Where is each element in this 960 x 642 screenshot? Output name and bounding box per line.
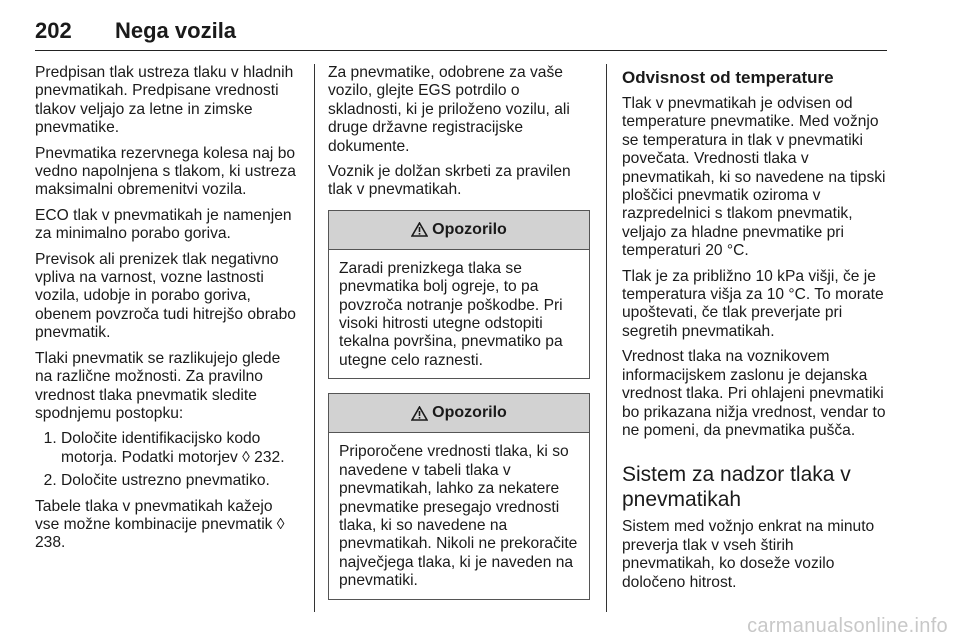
paragraph: Tlak v pnevmatikah je odvisen od temperature pnevmatike. Med vožnjo se temperatura in tlak v pnevmatiki povečata. Vrednosti tlaka v pnevmatikah, ki so navedene na tipski ploščici pnevmatik oziroma v razpredelnici s tlakom pnevmatik, veljajo za hladne pnevmatike pri temperaturi 20 °C. — [622, 95, 886, 260]
page-number: 202 — [35, 18, 72, 43]
chapter-title: Nega vozila — [115, 18, 237, 43]
column-divider — [606, 64, 607, 612]
warning-header — [329, 394, 589, 433]
paragraph: Pnevmatika rezervnega kolesa naj bo vedno napolnjena s tlakom, ki ustreza maksimalni obremenitvi vozila. — [35, 144, 296, 199]
paragraph: Za pnevmatike, odobrene za vaše vozilo, glejte EGS potrdilo o skladnosti, ki je priloženo vozilu, ali druge državne registracijske dokumente. — [328, 64, 570, 155]
warning-triangle-icon — [411, 222, 428, 237]
warning-triangle-icon — [411, 406, 428, 421]
column-left — [35, 64, 301, 560]
warning-text: Priporočene vrednosti tlaka, ki so navedene v tabeli tlaka v pnevmatikah, lahko za nekatere pnevmatike presegajo vrednosti tlaka, ki so navedene na pnevmatikah. Nikoli ne prekoračite največjega tlaka, ki je naveden na pnevmatiki. — [339, 443, 578, 590]
paragraph: Previsok ali prenizek tlak negativno vpliva na varnost, vozne lastnosti vozila, udobje in porabo goriva, obenem povzroča tudi hitrejšo obrabo pnevmatik. — [35, 250, 296, 342]
warning-text: Zaradi prenizkega tlaka se pnevmatika bolj ogreje, to pa povzroča notranje poškodbe. Pri visoki hitrosti utegne odstopiti tekalna površina, pnevmatiko pa utegne celo raznesti. — [339, 259, 563, 369]
list-item: 2. Določite ustrezno pnevmatiko. — [61, 472, 301, 490]
column-middle — [328, 64, 590, 614]
warning-title: Opozorilo — [432, 404, 507, 422]
warning-title: Opozorilo — [432, 220, 507, 238]
warning-box — [328, 210, 590, 379]
paragraph: Tabele tlaka v pnevmatikah kažejo vse možne kombinacije pnevmatik ◊ 238. — [35, 497, 285, 552]
page-header — [35, 0, 887, 51]
paragraph: Voznik je dolžan skrbeti za pravilen tlak v pnevmatikah. — [328, 163, 571, 199]
paragraph: Sistem med vožnjo enkrat na minuto preverja tlak v vseh štirih pnevmatikah, ko doseže vozilo določeno hitrost. — [622, 518, 875, 591]
warning-header — [329, 211, 589, 250]
watermark: carmanualsonline.info — [747, 615, 948, 637]
column-divider — [314, 64, 315, 612]
section-heading: Sistem za nadzor tlaka v pnevmatikah — [622, 463, 851, 512]
paragraph: Tlaki pnevmatik se razlikujejo glede na različne možnosti. Za pravilno vrednost tlaka pnevmatik sledite spodnjemu postopku: — [35, 349, 281, 422]
procedure-list — [35, 430, 301, 490]
subsection-heading: Odvisnost od temperature — [622, 68, 834, 87]
paragraph: Tlak je za približno 10 kPa višji, če je temperatura višja za 10 °C. To morate upoštevati, če tlak preverjate pri segretih pnevmatikah. — [622, 267, 884, 340]
list-item: 1. Določite identifikacijsko kodo motorja. Podatki motorjev ◊ 232. — [61, 430, 301, 467]
paragraph: Predpisan tlak ustreza tlaku v hladnih pnevmatikah. Predpisane vrednosti tlakov veljajo za letne in zimske pnevmatike. — [35, 64, 294, 137]
warning-box — [328, 393, 590, 599]
column-right — [622, 64, 888, 599]
paragraph: ECO tlak v pnevmatikah je namenjen za minimalno porabo goriva. — [35, 206, 292, 243]
paragraph: Vrednost tlaka na voznikovem informacijskem zaslonu je dejanska vrednost tlaka. Pri ohlajeni pnevmatiki bo prikazana nižja vrednost, vendar to ne pomeni, da pnevmatika pušča. — [622, 348, 886, 439]
